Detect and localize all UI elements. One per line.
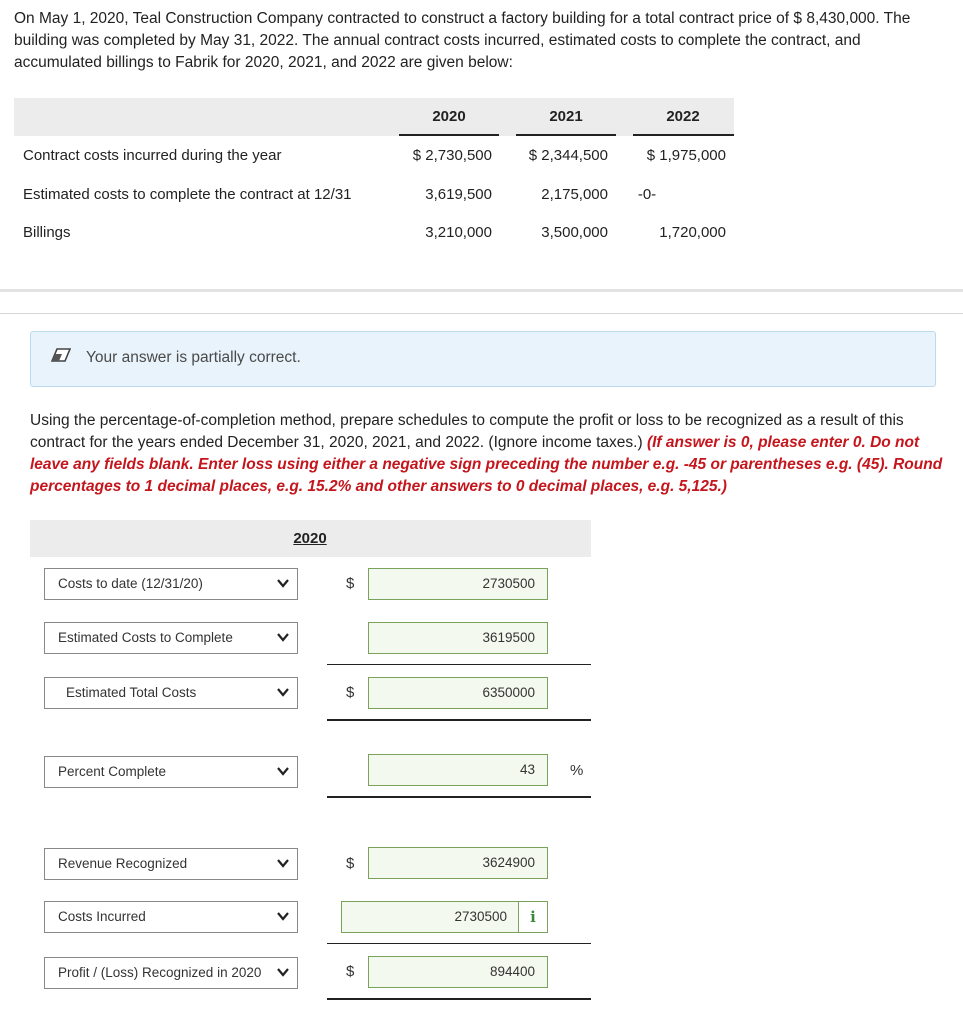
instructions xyxy=(30,410,945,498)
row-label-select[interactable]: Revenue Recognized xyxy=(44,848,298,880)
cell: 2,175,000 xyxy=(541,186,608,203)
row-label-select[interactable]: Costs Incurred xyxy=(44,901,298,933)
year-underline xyxy=(633,134,734,136)
instructions-main: Using the percentage-of-completion method, prepare schedules to compute the profit or loss to be recognized as a result of this contract for the years ended December 31, 2020, 2021, and 2022. (Ignore income taxes.) xyxy=(30,412,904,451)
section-divider xyxy=(0,289,963,292)
cell: -0- xyxy=(637,186,657,203)
costs-incurred-input[interactable]: 2730500 i xyxy=(341,901,548,933)
currency-symbol: $ xyxy=(346,575,355,592)
schedule-year: 2020 xyxy=(293,530,327,547)
percent-sign: % xyxy=(570,762,584,779)
cell: 3,619,500 xyxy=(425,186,492,203)
chevron-down-icon xyxy=(276,630,290,647)
chevron-down-icon xyxy=(276,909,290,926)
cell: 1,720,000 xyxy=(659,224,726,241)
currency-symbol: $ xyxy=(346,855,355,872)
year-underline xyxy=(399,134,499,136)
row-label-costs-incurred: Contract costs incurred during the year xyxy=(23,147,282,164)
row-label-estimated-costs: Estimated costs to complete the contract at 12/31 xyxy=(23,186,352,203)
year-header-2020: 2020 xyxy=(432,108,466,125)
chevron-down-icon xyxy=(276,764,290,781)
total-rule xyxy=(327,998,591,1000)
currency-symbol: $ xyxy=(346,684,355,701)
sum-rule xyxy=(327,664,591,665)
eraser-icon xyxy=(51,348,71,367)
feedback-banner xyxy=(30,331,936,387)
cell: $ 2,730,500 xyxy=(412,147,492,164)
row-label-select[interactable]: Percent Complete xyxy=(44,756,298,788)
instructions-red: (If answer is 0, please enter 0. Do not leave any fields blank. Enter loss using either a negative sign preceding the number e.g. -45 or parentheses e.g. (45). Round percentages to 1 decimal places, e.g. 15.2% and other answers to 0 decimal places, e.g. 5,125.) xyxy=(30,434,943,495)
row-label-select[interactable]: Profit / (Loss) Recognized in 2020 xyxy=(44,957,298,989)
section-divider xyxy=(0,313,963,314)
year-header-2022: 2022 xyxy=(666,108,700,125)
year-underline xyxy=(516,134,616,136)
chevron-down-icon xyxy=(276,965,290,982)
row-label-select[interactable]: Estimated Costs to Complete xyxy=(44,622,298,654)
cell: $ 2,344,500 xyxy=(528,147,608,164)
profit-loss-recognized-input[interactable]: 894400 xyxy=(368,956,548,988)
chevron-down-icon xyxy=(276,685,290,702)
sum-rule xyxy=(327,943,591,944)
percent-complete-input[interactable]: 43 xyxy=(368,754,548,786)
row-label-select[interactable]: Estimated Total Costs xyxy=(44,677,298,709)
row-label-billings: Billings xyxy=(23,224,71,241)
info-icon[interactable]: i xyxy=(518,902,547,932)
total-rule xyxy=(327,719,591,721)
table-header xyxy=(14,98,734,136)
problem-intro: On May 1, 2020, Teal Construction Company contracted to construct a factory building for a total contract price of $ 8,430,000. The building was completed by May 31, 2022. The annual contract costs incurred, estimated costs to complete the contract, and accumulated billings to Fabrik for 2020, 2021, and 2022 are given below: xyxy=(14,10,911,71)
estimated-costs-to-complete-input[interactable]: 3619500 xyxy=(368,622,548,654)
row-label-select[interactable]: Costs to date (12/31/20) xyxy=(44,568,298,600)
revenue-recognized-input[interactable]: 3624900 xyxy=(368,847,548,879)
chevron-down-icon xyxy=(276,856,290,873)
cell: 3,210,000 xyxy=(425,224,492,241)
cell: 3,500,000 xyxy=(541,224,608,241)
year-header-2021: 2021 xyxy=(549,108,583,125)
feedback-text: Your answer is partially correct. xyxy=(86,349,301,366)
total-rule xyxy=(327,796,591,798)
currency-symbol: $ xyxy=(346,963,355,980)
estimated-total-costs-input[interactable]: 6350000 xyxy=(368,677,548,709)
costs-to-date-input[interactable]: 2730500 xyxy=(368,568,548,600)
chevron-down-icon xyxy=(276,576,290,593)
cell: $ 1,975,000 xyxy=(646,147,726,164)
